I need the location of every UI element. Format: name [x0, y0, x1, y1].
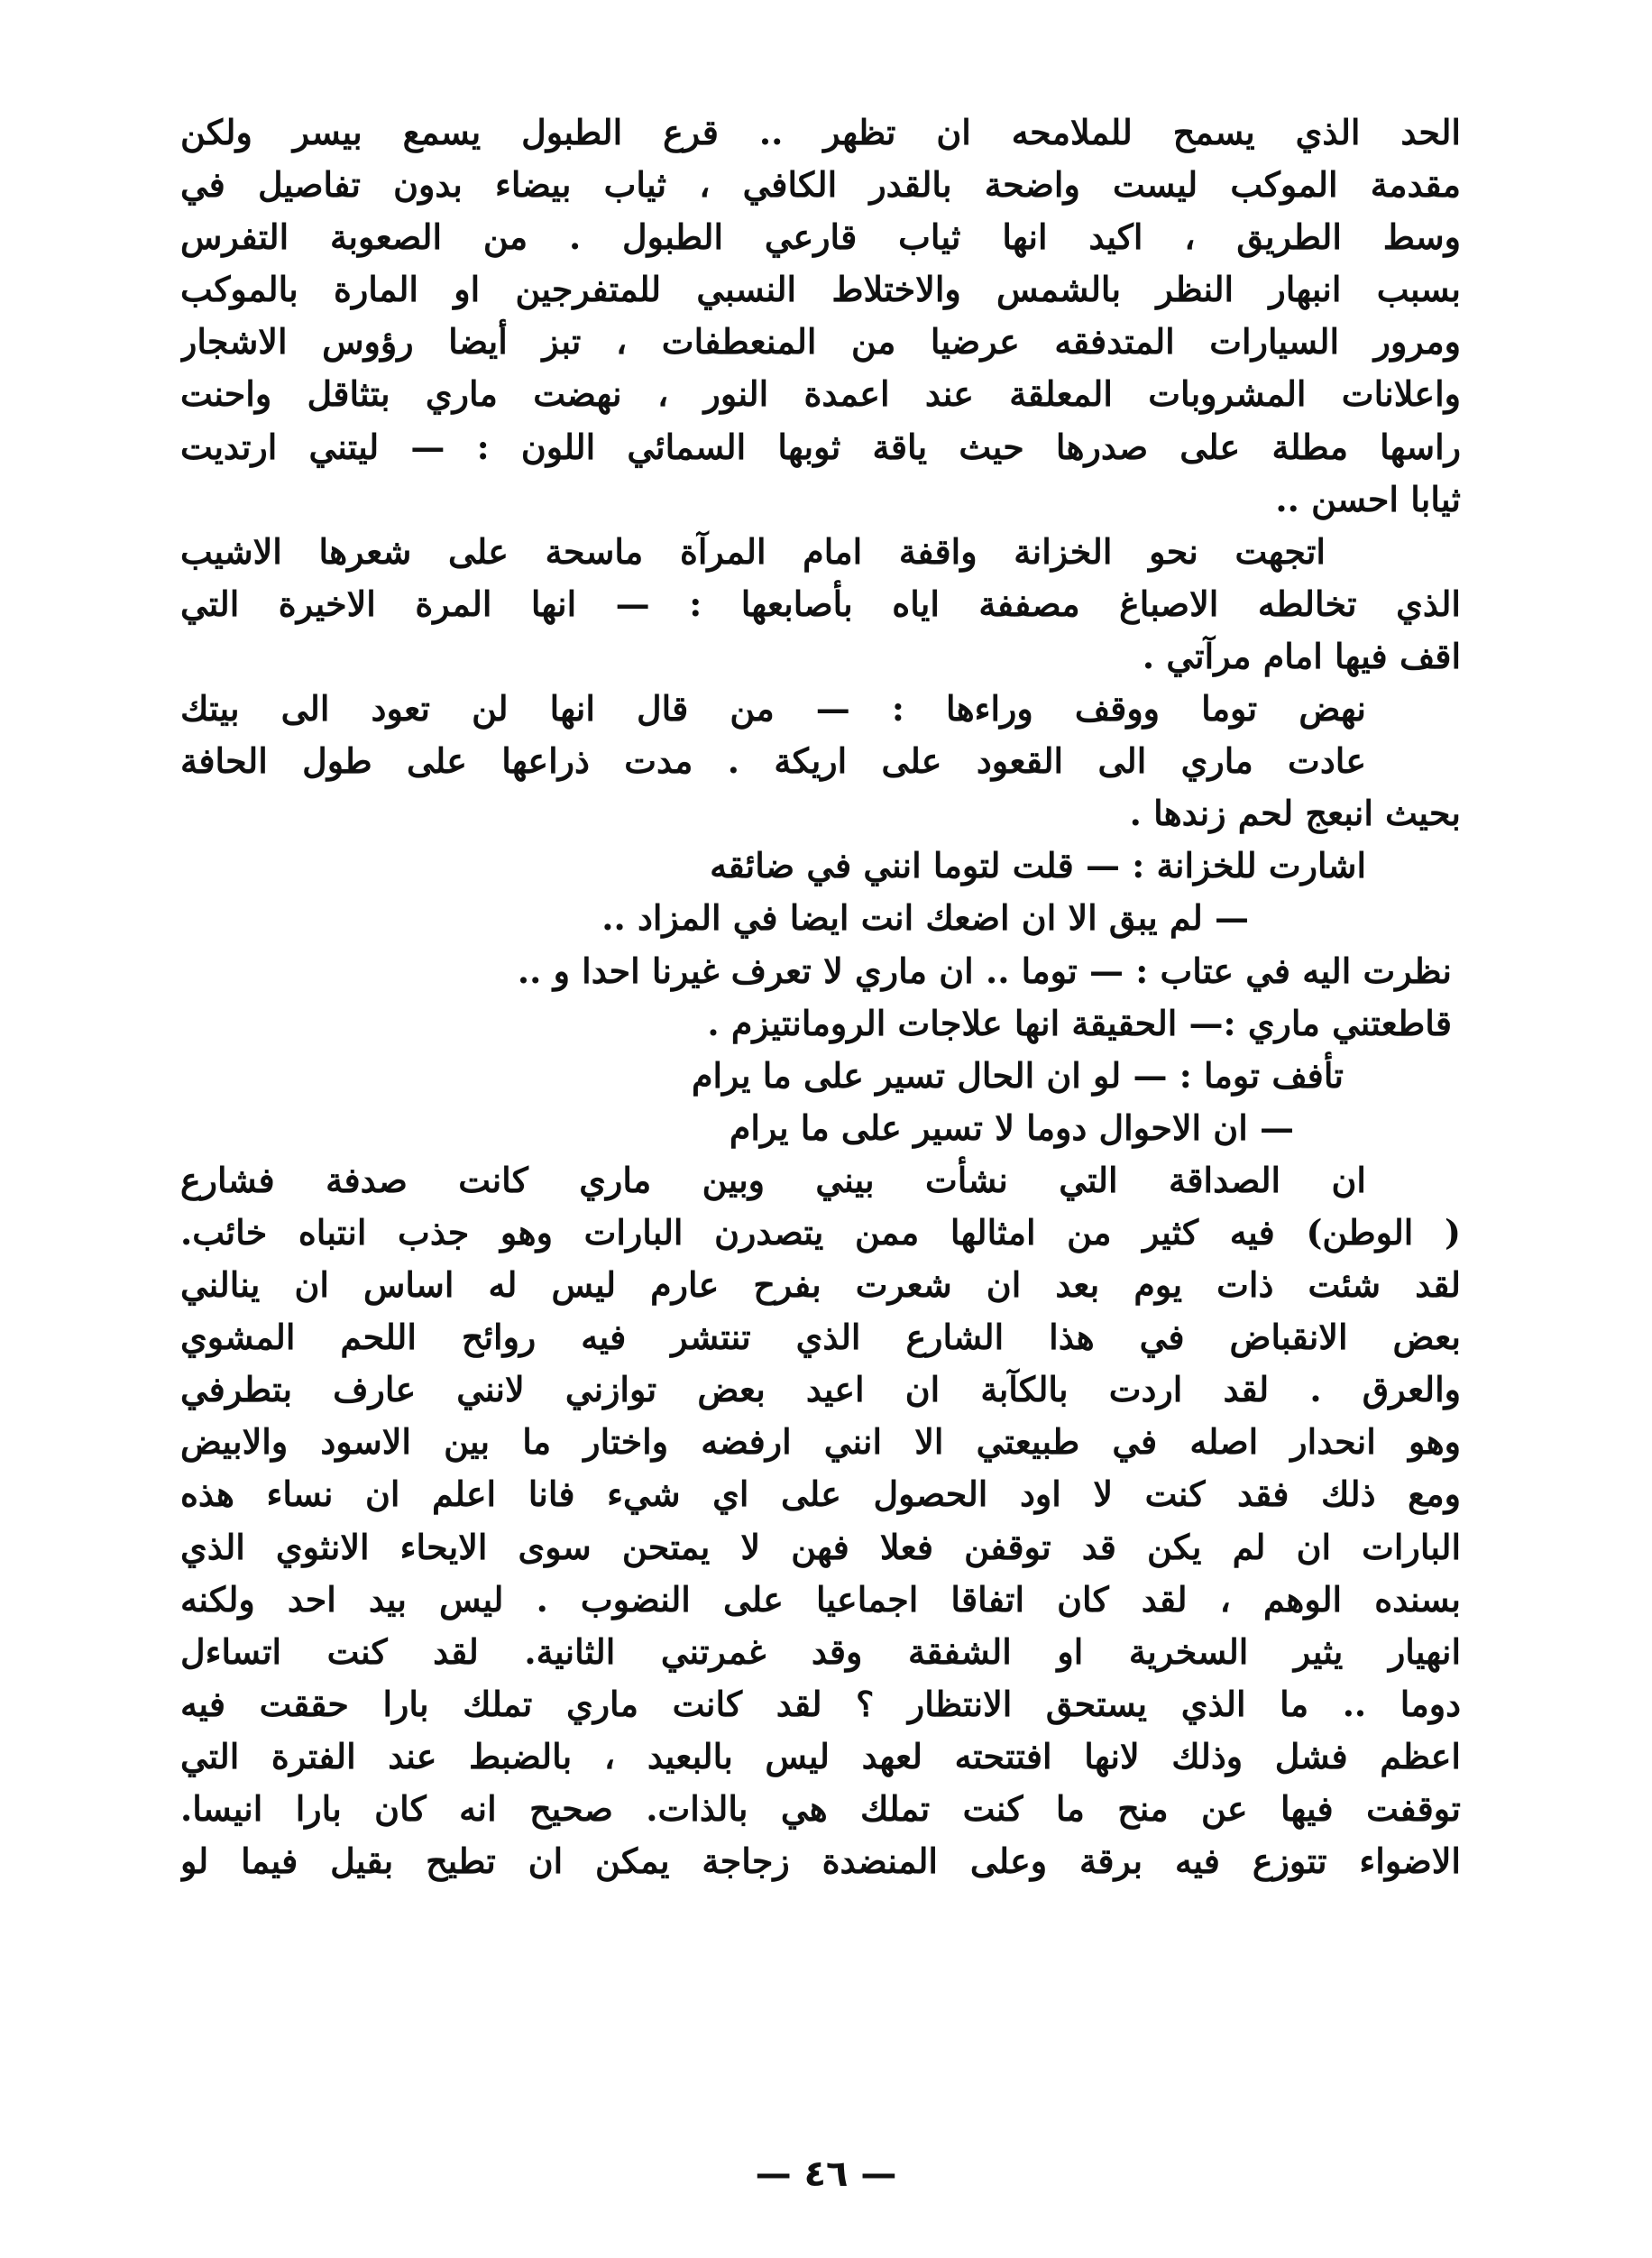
text-line: الذي تخالطه الاصباغ مصففة اياه بأصابعها : — انها المرة الاخيرة التي	[180, 583, 1461, 624]
text-line: بسنده الوهم ، لقد كان اتفاقا اجماعيا على النضوب . ليس بيد احد ولكنه	[180, 1578, 1461, 1620]
text-line: مقدمة الموكب ليست واضحة بالقدر الكافي ، ثياب بيضاء بدون تفاصيل في	[180, 164, 1461, 206]
text-line: بعض الانقباض في هذا الشارع الذي تنتشر فيه روائح اللحم المشوي	[180, 1317, 1461, 1358]
page-number: — ٤٦ —	[755, 2153, 897, 2195]
text-line: راسها مطلة على صدرها حيث ياقة ثوبها السمائي اللون : — ليتني ارتديت	[180, 426, 1461, 467]
text-line: — لم يبق الا ان اضعك انت ايضا في المزاد ..	[601, 897, 1249, 939]
text-line: اعظم فشل وذلك لانها افتتحته لعهد ليس بالبعيد ، بالضبط عند الفترة التي	[180, 1735, 1461, 1776]
text-line: نهض توما ووقف وراءها : — من قال انها لن تعود الى بيتك	[180, 688, 1366, 730]
text-line: اقف فيها امام مرآتي .	[1142, 635, 1461, 676]
text-line: عادت ماري الى القعود على اريكة . مدت ذراعها على طول الحافة	[180, 740, 1366, 782]
text-line: انهيار يثير السخرية او الشفقة وقد غمرتني الثانية. لقد كنت اتساءل	[180, 1630, 1461, 1672]
text-line: نظرت اليه في عتاب : — توما .. ان ماري لا تعرف غيرنا احدا و ..	[517, 950, 1452, 991]
text-line: — ان الاحوال دوما لا تسير على ما يرام	[729, 1106, 1294, 1148]
text-line: قاطعتني ماري :— الحقيقة انها علاجات الرومانتيزم .	[707, 1002, 1452, 1043]
text-line: اشارت للخزانة : — قلت لتوما انني في ضائقه	[710, 845, 1366, 886]
text-line: الاضواء تتوزع فيه برقة وعلى المنضدة زجاجة يمكن ان تطيح بقيل فيما لو	[180, 1840, 1461, 1882]
text-line: واعلانات المشروبات المعلقة عند اعمدة النور ، نهضت ماري بتثاقل واحنت	[180, 373, 1461, 415]
text-line: وسط الطريق ، اكيد انها ثياب قارعي الطبول . من الصعوبة التفرس	[180, 216, 1461, 258]
body-text	[180, 106, 1461, 1887]
text-line: الحد الذي يسمح للملامحه ان تظهر .. قرع الطبول يسمع بيسر ولكن	[180, 112, 1461, 152]
text-line: تأفف توما : — لو ان الحال تسير على ما يرام	[691, 1054, 1344, 1096]
text-line: توقفت فيها عن منح ما كنت تملك هي بالذات. صحيح انه كان بارا انيسا.	[180, 1788, 1461, 1829]
text-line: بحيث انبعج لحم زندها .	[1129, 793, 1461, 834]
text-line: ان الصداقة التي نشأت بيني وبين ماري كانت صدفة فشارع	[180, 1159, 1366, 1200]
text-line: ثيابا احسن ..	[1275, 478, 1461, 519]
text-line: والعرق . لقد اردت بالكآبة ان اعيد بعض توازني لانني عارف بتطرفي	[180, 1369, 1461, 1410]
text-line: ومرور السيارات المتدفقه عرضيا من المنعطفات ، تبز أيضا رؤوس الاشجار	[180, 321, 1461, 363]
text-line: وهو انحدار اصله في طبيعتي الا انني ارفضه واختار ما بين الاسود والابيض	[180, 1421, 1461, 1463]
text-line: دوما .. ما الذي يستحق الانتظار ؟ لقد كانت ماري تملك بارا حققت فيه	[180, 1683, 1461, 1724]
text-line: بسبب انبهار النظر بالشمس والاختلاط النسبي للمتفرجين او المارة بالموكب	[180, 269, 1461, 310]
text-line: البارات ان لم يكن قد توقفن فعلا فهن لا يمتحن سوى الايحاء الانثوي الذي	[180, 1526, 1461, 1567]
text-line: لقد شئت ذات يوم بعد ان شعرت بفرح عارم ليس له اساس ان ينالني	[180, 1264, 1461, 1306]
text-line: ( الوطن) فيه كثير من امثالها ممن يتصدرن البارات وهو جذب انتباه خائب.	[180, 1211, 1461, 1253]
text-line: ومع ذلك فقد كنت لا اود الحصول على اي شيء فانا اعلم ان نساء هذه	[180, 1473, 1461, 1515]
text-line: اتجهت نحو الخزانة واقفة امام المرآة ماسحة على شعرها الاشيب	[180, 530, 1326, 572]
